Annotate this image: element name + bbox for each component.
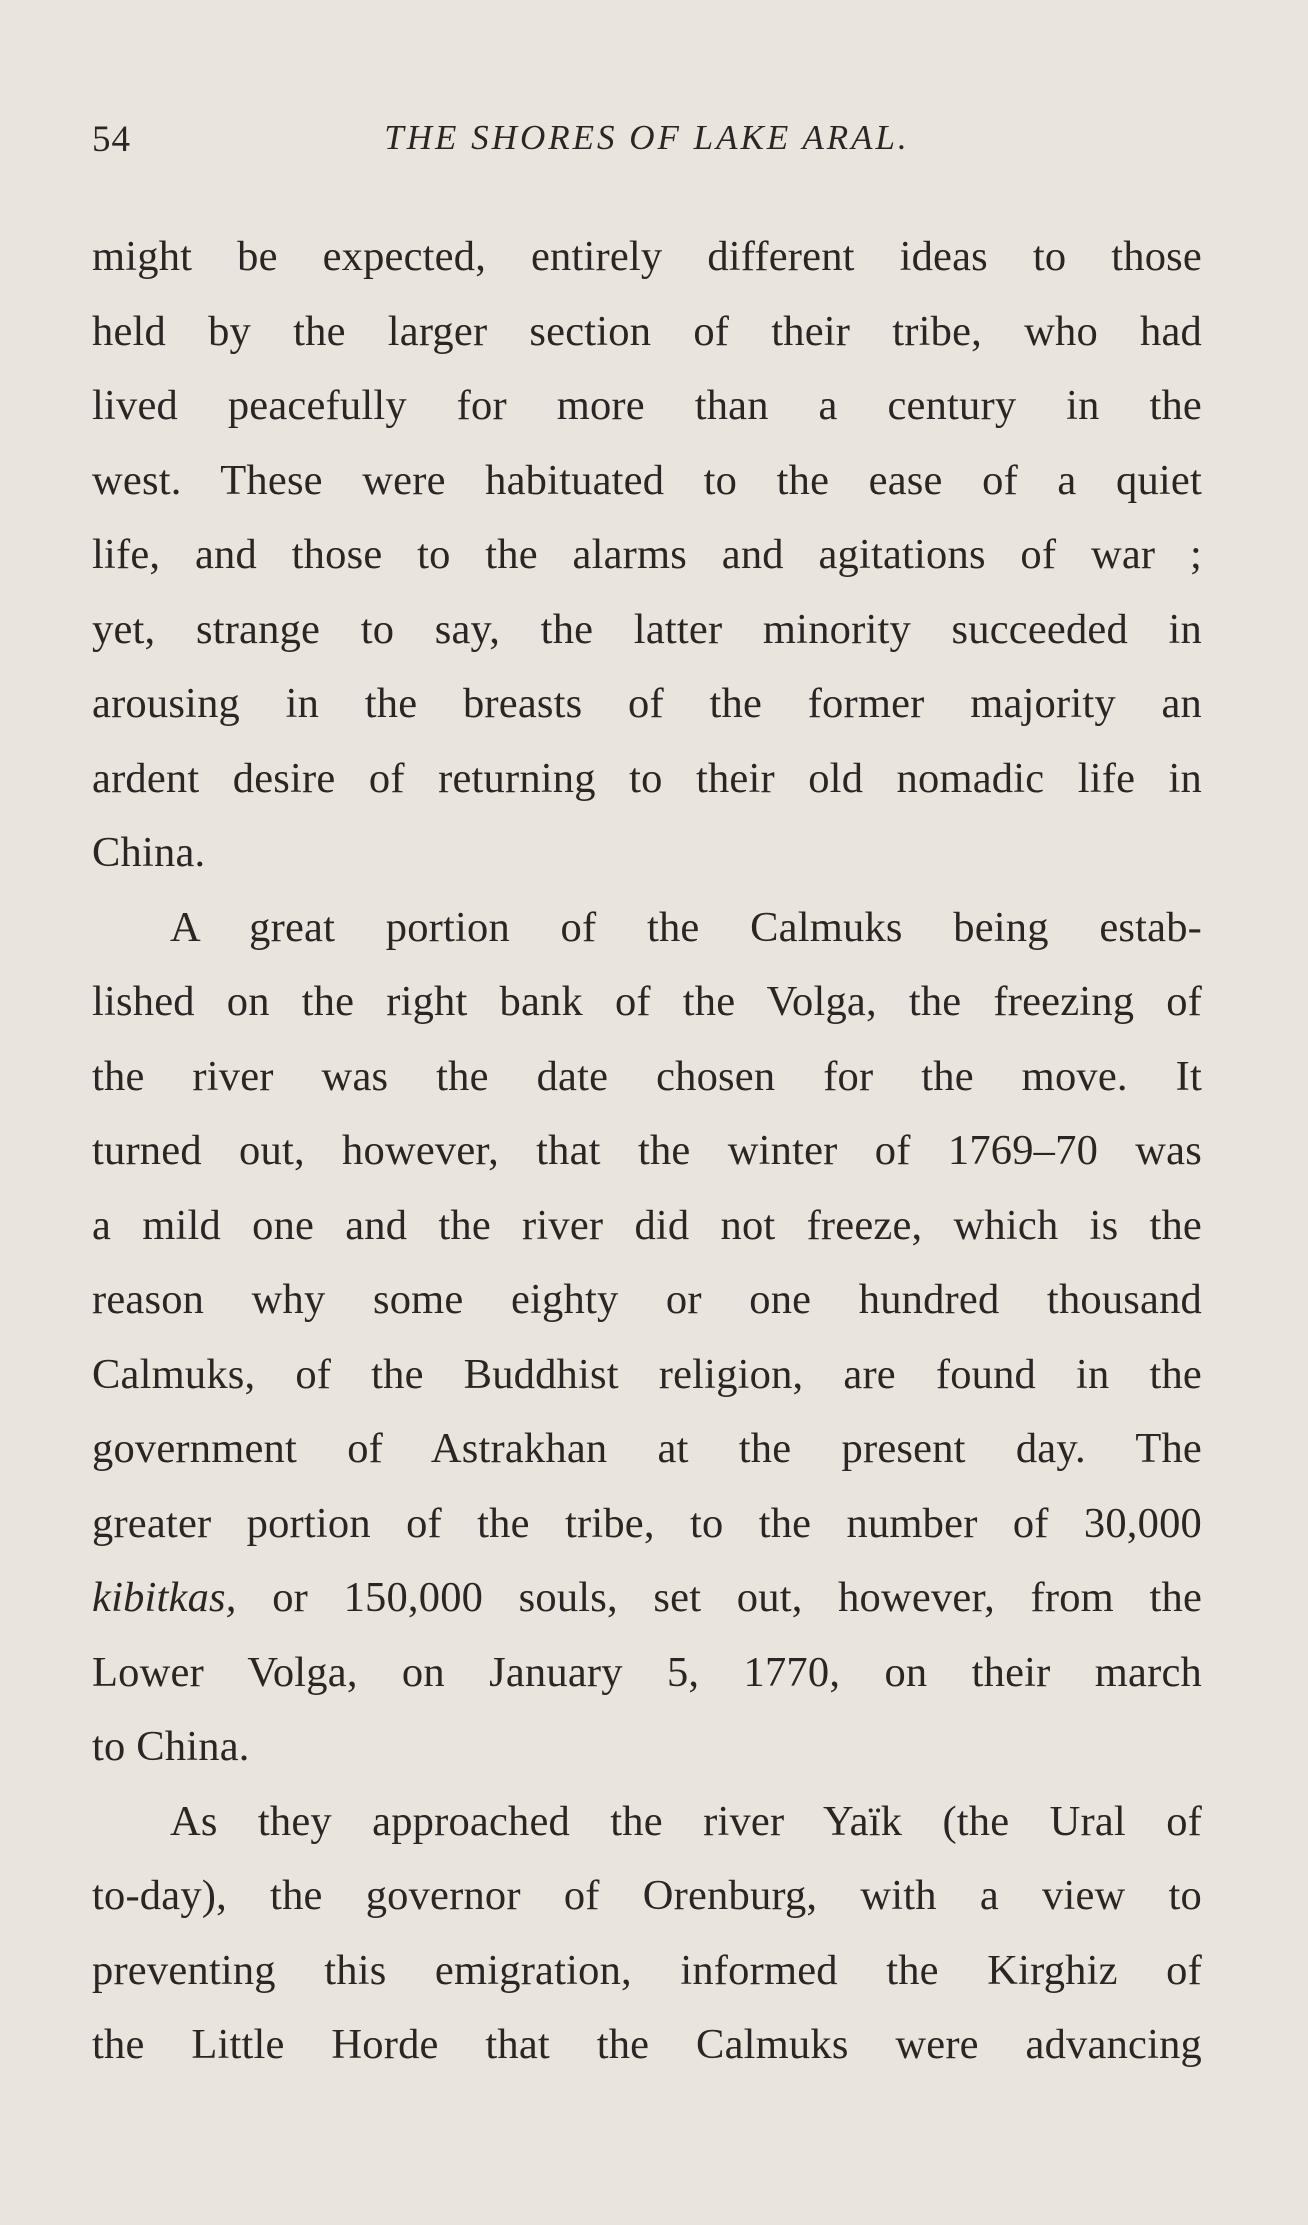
text-line: might be expected, entirely different ideas to those xyxy=(92,233,1202,280)
text-line: preventing this emigration, informed the Kirghiz of xyxy=(92,1946,1202,1994)
text-line: ardent desire of returning to their old nomadic life in xyxy=(92,754,1202,802)
italic-term: kibitkas, xyxy=(92,1574,237,1621)
text-line: held by the larger section of their tribe, who had xyxy=(92,307,1202,355)
text-line: As they approached the river Yaïk (the Ural of xyxy=(170,1797,1202,1845)
text-line: turned out, however, that the winter of 1769–70 was xyxy=(92,1127,1202,1174)
text-line: a mild one and the river did not freeze, which is the xyxy=(92,1201,1202,1249)
text-line: government of Astrakhan at the present day. The xyxy=(92,1425,1202,1472)
text-line-rest: or 150,000 souls, set out, however, from the xyxy=(272,1574,1203,1621)
text-line: the Little Horde that the Calmuks were advancing xyxy=(92,2021,1202,2068)
page-header xyxy=(92,118,1202,168)
text-line: lished on the right bank of the Volga, the freezing of xyxy=(92,978,1202,1025)
text-line: lived peacefully for more than a century in the xyxy=(92,382,1202,429)
text-line: arousing in the breasts of the former majority an xyxy=(92,680,1202,727)
text-line: reason why some eighty or one hundred thousand xyxy=(92,1276,1202,1323)
text-line: life, and those to the alarms and agitations of war ; xyxy=(92,531,1202,578)
text-line: Lower Volga, on January 5, 1770, on their march xyxy=(92,1648,1202,1696)
text-line: greater portion of the tribe, to the number of 30,000 xyxy=(92,1499,1202,1547)
text-line: the river was the date chosen for the move. It xyxy=(92,1052,1202,1100)
text-line: yet, strange to say, the latter minority succeeded in xyxy=(92,605,1202,653)
text-line-with-italic xyxy=(92,1561,1202,1636)
body-text xyxy=(92,220,1202,2083)
text-line: to China. xyxy=(92,1723,250,1770)
text-line: A great portion of the Calmuks being estab- xyxy=(170,903,1202,951)
page-number: 54 xyxy=(92,119,131,160)
text-line: Calmuks, of the Buddhist religion, are found in the xyxy=(92,1350,1202,1398)
text-line: to-day), the governor of Orenburg, with a view to xyxy=(92,1872,1202,1919)
text-line: west. These were habituated to the ease of a quiet xyxy=(92,456,1202,504)
text-line: China. xyxy=(92,829,206,876)
running-head: THE SHORES OF LAKE ARAL. xyxy=(384,118,910,157)
